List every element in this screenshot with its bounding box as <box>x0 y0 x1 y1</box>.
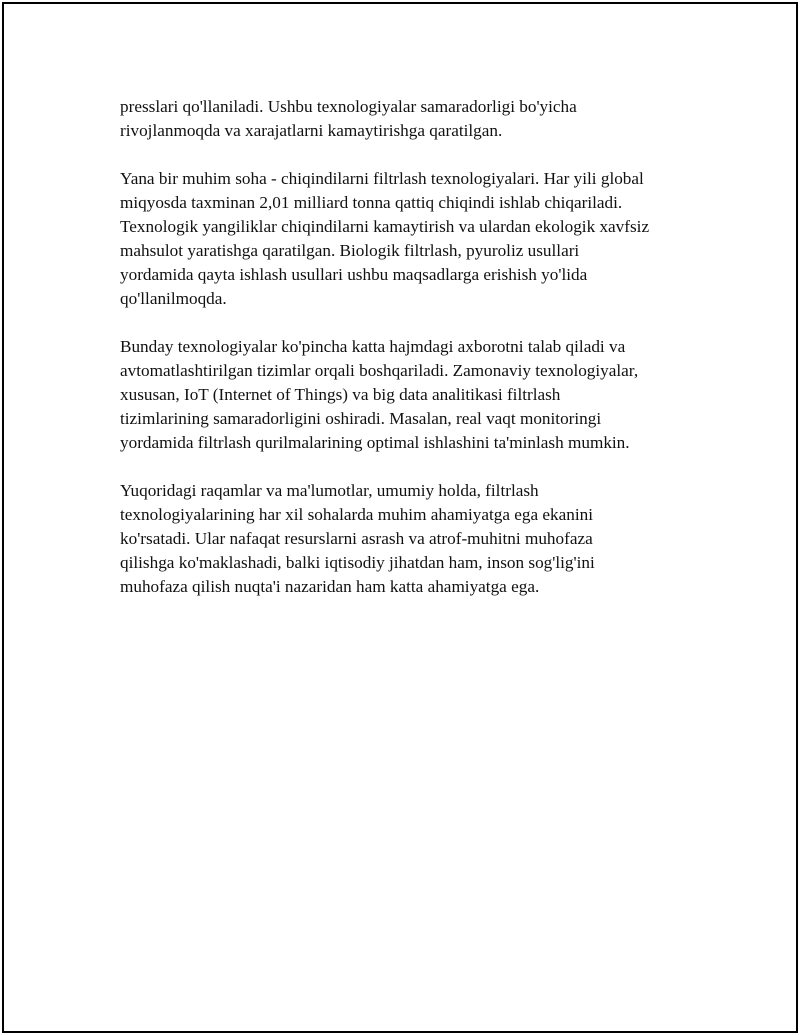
text-line: Texnologik yangiliklar chiqindilarni kamaytirish va ulardan ekologik xavfsiz <box>120 217 650 236</box>
page-frame <box>2 2 798 1033</box>
text-line: muhofaza qilish nuqta'i nazaridan ham katta ahamiyatga ega. <box>120 577 540 596</box>
paragraph-1 <box>120 95 700 143</box>
text-line: Bunday texnologiyalar ko'pincha katta hajmdagi axborotni talab qiladi va <box>120 337 626 356</box>
text-line: ko'rsatadi. Ular nafaqat resurslarni asrash va atrof-muhitni muhofaza <box>120 529 593 548</box>
text-line: qilishga ko'maklashadi, balki iqtisodiy jihatdan ham, inson sog'lig'ini <box>120 553 595 572</box>
paragraph-2 <box>120 167 700 311</box>
text-line: mahsulot yaratishga qaratilgan. Biologik filtrlash, pyuroliz usullari <box>120 241 580 260</box>
paragraph-3 <box>120 335 700 455</box>
text-line: texnologiyalarining har xil sohalarda muhim ahamiyatga ega ekanini <box>120 505 593 524</box>
text-line: Yuqoridagi raqamlar va ma'lumotlar, umumiy holda, filtrlash <box>120 481 539 500</box>
text-line: presslari qo'llaniladi. Ushbu texnologiyalar samaradorligi bo'yicha <box>120 97 577 116</box>
text-line: tizimlarining samaradorligini oshiradi. Masalan, real vaqt monitoringi <box>120 409 602 428</box>
text-line: avtomatlashtirilgan tizimlar orqali boshqariladi. Zamonaviy texnologiyalar, <box>120 361 639 380</box>
text-line: yordamida qayta ishlash usullari ushbu maqsadlarga erishish yo'lida <box>120 265 588 284</box>
text-line: qo'llanilmoqda. <box>120 289 227 308</box>
text-line: miqyosda taxminan 2,01 milliard tonna qattiq chiqindi ishlab chiqariladi. <box>120 193 623 212</box>
text-line: rivojlanmoqda va xarajatlarni kamaytirishga qaratilgan. <box>120 121 503 140</box>
text-line: yordamida filtrlash qurilmalarining optimal ishlashini ta'minlash mumkin. <box>120 433 630 452</box>
document-body <box>120 95 700 623</box>
text-line: xususan, IoT (Internet of Things) va big data analitikasi filtrlash <box>120 385 561 404</box>
paragraph-4 <box>120 479 700 599</box>
text-line: Yana bir muhim soha - chiqindilarni filtrlash texnologiyalari. Har yili global <box>120 169 644 188</box>
